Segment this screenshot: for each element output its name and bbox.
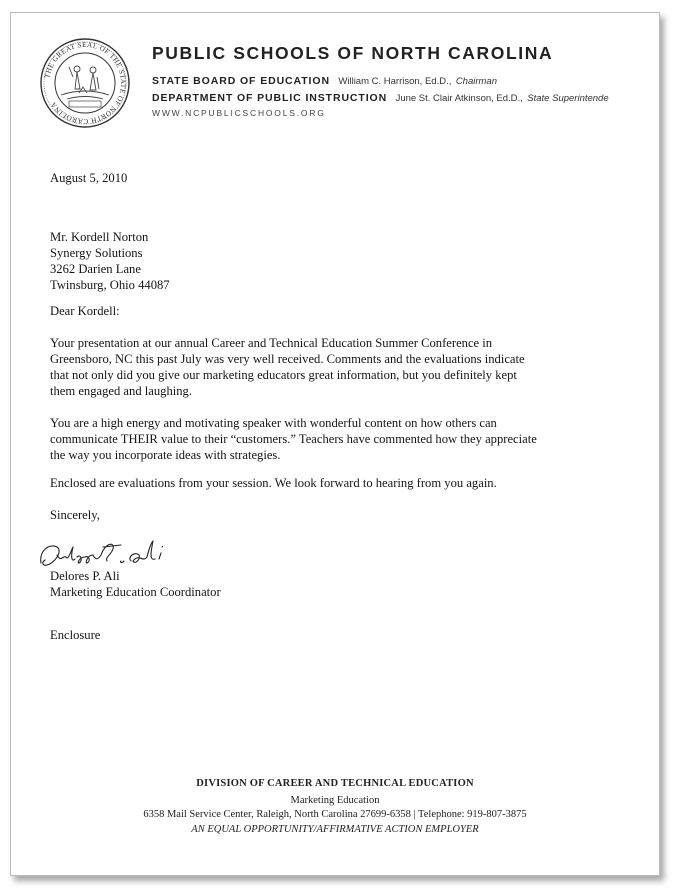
paragraph-line: Enclosed are evaluations from your session. We look forward to hearing from you again. bbox=[50, 476, 497, 490]
signer-name: Delores P. Ali bbox=[50, 569, 120, 583]
signature-graphic bbox=[35, 533, 175, 573]
footer-eeo-statement: AN EQUAL OPPORTUNITY/AFFIRMATIVE ACTION EMPLOYER bbox=[191, 824, 479, 835]
state-seal-logo bbox=[39, 37, 131, 129]
enclosure-note: Enclosure bbox=[50, 628, 101, 642]
board-name: STATE BOARD OF EDUCATION bbox=[152, 75, 330, 87]
letterhead-title: PUBLIC SCHOOLS OF NORTH CAROLINA bbox=[152, 43, 554, 63]
paragraph-line: You are a high energy and motivating speaker with wonderful content on how others can bbox=[50, 416, 497, 430]
paragraph-2 bbox=[50, 415, 537, 463]
handwritten-signature bbox=[35, 533, 175, 573]
department-name: DEPARTMENT OF PUBLIC INSTRUCTION bbox=[152, 92, 388, 104]
recipient-company: Synergy Solutions bbox=[50, 246, 143, 260]
seal-ring-text: THE GREAT SEAL OF THE STATE OF NORTH CAROLINA bbox=[43, 40, 128, 126]
paragraph-line: the way you incorporate ideas with strategies. bbox=[50, 448, 281, 462]
letter-date: August 5, 2010 bbox=[50, 171, 128, 185]
footer-address: 6358 Mail Service Center, Raleigh, North Carolina 27699-6358 | Telephone: 919-807-3875 bbox=[143, 809, 527, 820]
state-seal-graphic bbox=[39, 37, 131, 129]
paragraph-line: them engaged and laughing. bbox=[50, 384, 192, 398]
signer-block bbox=[50, 568, 221, 600]
recipient-street: 3262 Darien Lane bbox=[50, 262, 141, 276]
superintendent-role: State Superintende bbox=[527, 93, 609, 104]
paragraph-line: Greensboro, NC this past July was very well received. Comments and the evaluations indicate bbox=[50, 352, 525, 366]
board-chair-name: William C. Harrison, Ed.D., bbox=[338, 76, 452, 87]
letter-page bbox=[10, 12, 660, 876]
paragraph-line: that not only did you give our marketing educators great information, but you definitely kept bbox=[50, 368, 517, 382]
board-chair-role: Chairman bbox=[455, 76, 497, 87]
paragraph-3 bbox=[50, 475, 497, 491]
salutation: Dear Kordell: bbox=[50, 304, 120, 318]
recipient-address bbox=[50, 229, 170, 293]
letterhead-department-line bbox=[152, 88, 609, 106]
signer-title: Marketing Education Coordinator bbox=[50, 585, 221, 599]
superintendent-name: June St. Clair Atkinson, Ed.D., bbox=[395, 93, 523, 104]
footer-division: DIVISION OF CAREER AND TECHNICAL EDUCATION bbox=[196, 778, 474, 789]
recipient-name: Mr. Kordell Norton bbox=[50, 230, 149, 244]
footer-section: Marketing Education bbox=[290, 795, 380, 806]
paragraph-1 bbox=[50, 335, 525, 399]
recipient-city: Twinsburg, Ohio 44087 bbox=[50, 278, 170, 292]
paragraph-line: Your presentation at our annual Career and Technical Education Summer Conference in bbox=[50, 336, 493, 350]
paragraph-line: communicate THEIR value to their “customers.” Teachers have commented how they appreciate bbox=[50, 432, 537, 446]
letterhead-website: WWW.NCPUBLICSCHOOLS.ORG bbox=[152, 108, 326, 118]
letterhead-board-line bbox=[152, 71, 497, 89]
closing: Sincerely, bbox=[50, 508, 100, 522]
